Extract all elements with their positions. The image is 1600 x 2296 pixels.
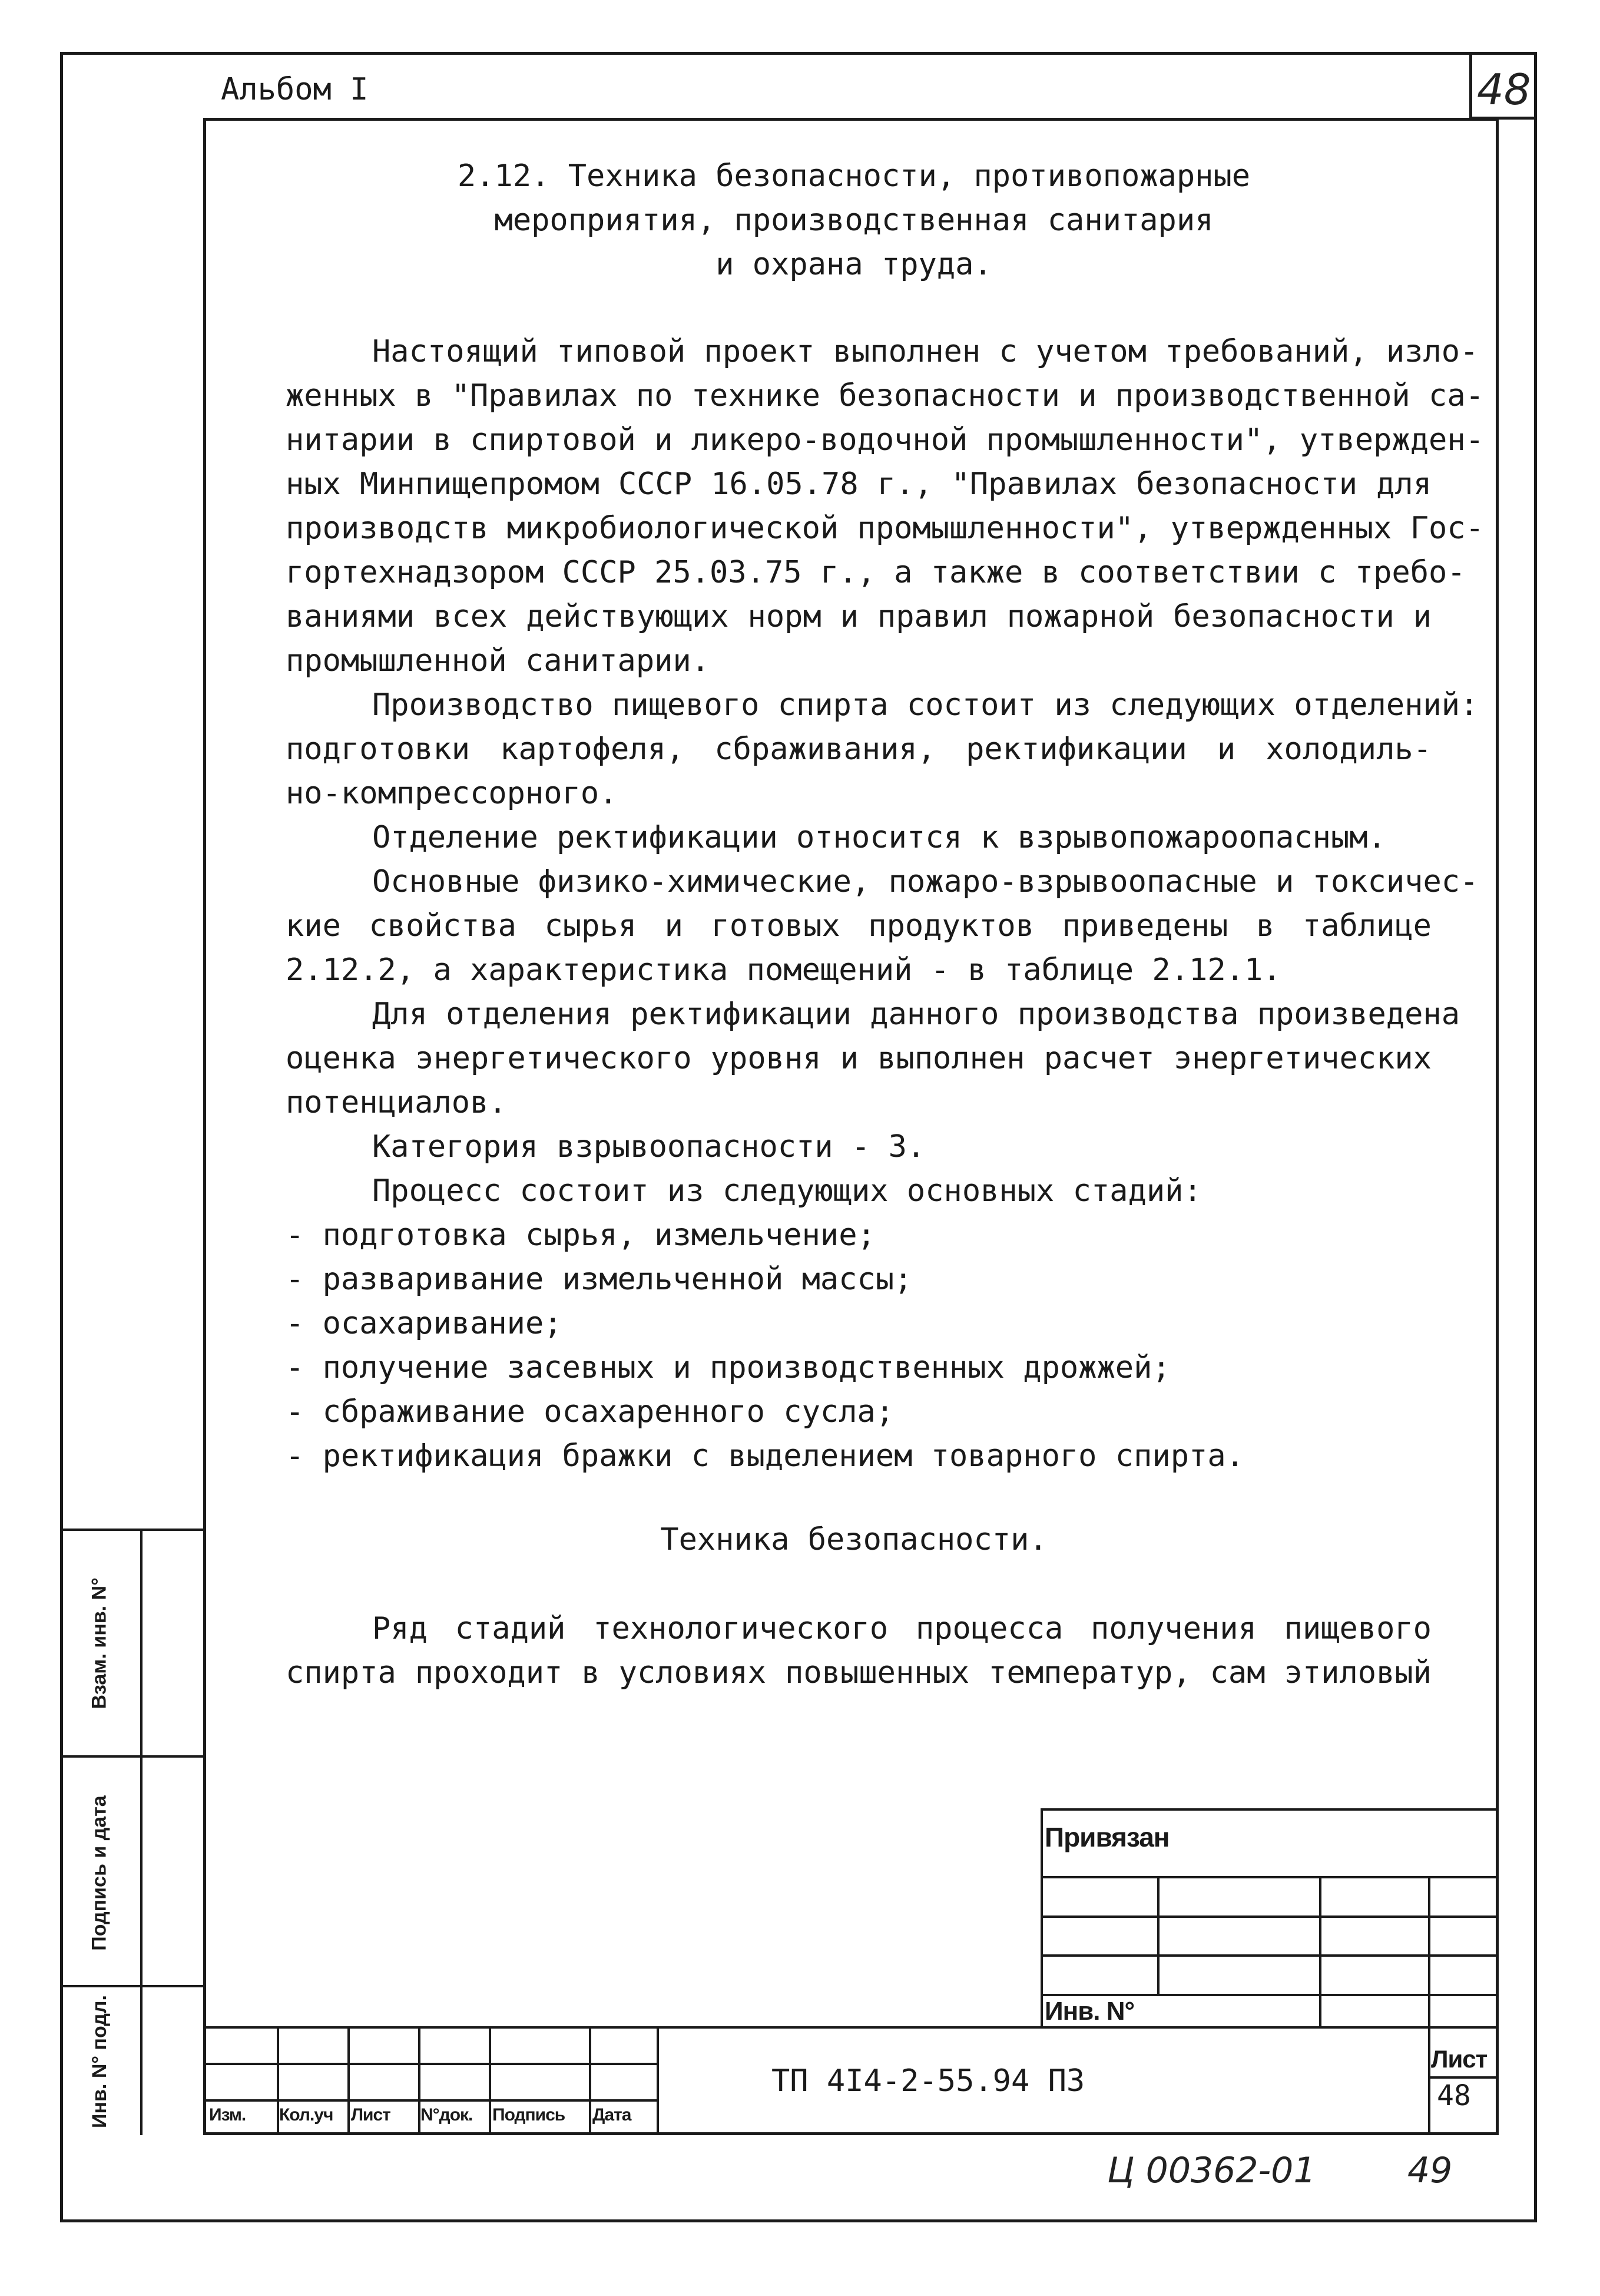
text-line: Основные физико-химические, пожаро-взрывоопасные и токсичес- [372,864,1479,899]
section-heading [212,154,1496,287]
list-item: - сбраживание осахаренного сусла; [286,1394,895,1430]
text-line: 2.12.2, а характеристика помещений - в таблице 2.12.1. [286,952,1281,988]
corner-sheet-number: 48 [1477,65,1531,114]
text-line: Ряд стадий технологического процесса получения пищевого [372,1611,1432,1646]
document-code: ТП 4I4-2-55.94 ПЗ [771,2063,1085,2099]
list-item: - разваривание измельченной массы; [286,1262,913,1297]
text-line: Настоящий типовой проект выполнен с учетом требований, изло- [372,334,1479,369]
text-line: Процесс состоит из следующих основных стадий: [372,1173,1202,1209]
list-item: - осахаривание; [286,1306,562,1341]
text-line: женных в "Правилах по технике безопасности и производственной са- [286,378,1484,413]
side-field-replacement: Взам. инв. N° [88,1577,111,1709]
text-line: ных Минпищепромом СССР 16.05.78 г., "Правилах безопасности для [286,467,1432,502]
col-list: Лист [351,2105,390,2125]
text-line: производств микробиологической промышленности", утвержденных Гос- [286,511,1484,546]
list-item: - получение засевных и производственных дрожжей; [286,1350,1171,1385]
col-date: Дата [592,2105,631,2125]
handwritten-page: 49 [1407,2150,1453,2191]
heading-line: мероприятия, производственная санитария [494,203,1214,238]
sheet-number: 48 [1437,2079,1471,2112]
text-line: нитарии в спиртовой и ликеро-водочной промышленности", утвержден- [286,422,1484,458]
text-line: потенциалов. [286,1085,507,1120]
sheet-label: Лист [1431,2045,1488,2073]
text-line: Производство пищевого спирта состоит из следующих отделений: [372,687,1479,723]
list-item: - ректификация бражки с выделением товарного спирта. [286,1438,1244,1474]
handwritten-code: Ц 00362-01 [1107,2150,1316,2191]
inner-frame [203,118,1499,2135]
col-ndok: N°док. [420,2105,473,2125]
heading-line: 2.12. Техника безопасности, противопожарные [457,158,1251,194]
text-line: но-компрессорного. [286,776,618,811]
album-label: Альбом I [221,72,369,107]
inventory-label: Инв. N° [1045,1997,1135,2026]
text-line: гортехнадзором СССР 25.03.75 г., а также в соответствии с требо- [286,555,1466,590]
text-line: оценка энергетического уровня и выполнен расчет энергетических [286,1041,1432,1076]
text-line: Для отделения ректификации данного производства произведена [372,997,1460,1032]
text-line: промышленной санитарии. [286,643,710,679]
heading-line: и охрана труда. [715,247,992,282]
col-izm: Изм. [209,2105,246,2125]
col-signature: Подпись [492,2105,565,2125]
side-field-signature-date: Подпись и дата [88,1795,111,1951]
side-field-original-inventory: Инв. N° подл. [88,1995,111,2128]
text-line: подготовки картофеля, сбраживания, ректификации и холодиль- [286,732,1432,767]
text-line: кие свойства сырья и готовых продуктов приведены в таблице [286,908,1432,944]
text-line: спирта проходит в условиях повышенных температур, сам этиловый [286,1655,1432,1690]
col-koluch: Кол.уч [279,2105,333,2125]
text-line: ваниями всех действующих норм и правил пожарной безопасности и [286,599,1432,634]
list-item: - подготовка сырья, измельчение; [286,1218,876,1253]
sub-heading: Техника безопасности. [660,1522,1048,1557]
binding-label: Привязан [1045,1822,1170,1852]
text-line: Отделение ректификации относится к взрывопожароопасным. [372,820,1386,855]
text-line: Категория взрывоопасности - 3. [372,1129,926,1164]
